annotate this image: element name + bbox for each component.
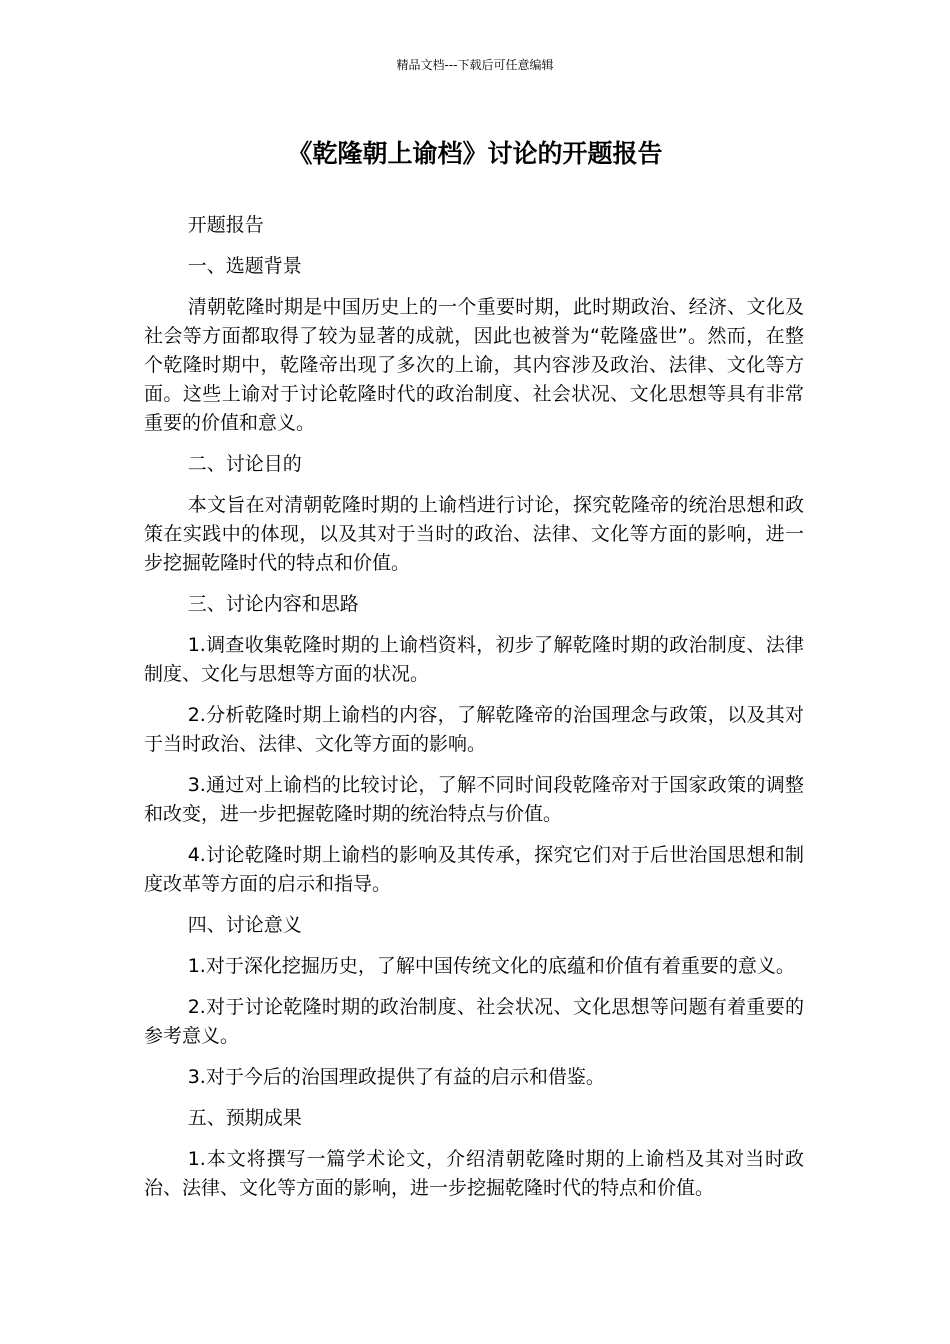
page-header: 精品文档---下载后可任意编辑 <box>396 58 554 72</box>
content-item-1: 1.调查收集乾隆时期的上谕档资料，初步了解乾隆时期的政治制度、法律制度、文化与思想等方面的状况。 <box>144 634 804 685</box>
section-heading-content: 三、讨论内容和思路 <box>187 593 359 615</box>
content-item-3: 3.通过对上谕档的比较讨论，了解不同时间段乾隆帝对于国家政策的调整和改变，进一步把握乾隆时期的统治特点与价值。 <box>144 774 804 825</box>
significance-item-2: 2.对于讨论乾隆时期的政治制度、社会状况、文化思想等问题有着重要的参考意义。 <box>144 996 804 1047</box>
significance-item-3: 3.对于今后的治国理政提供了有益的启示和借鉴。 <box>187 1066 605 1088</box>
content-item-4: 4.讨论乾隆时期上谕档的影响及其传承，探究它们对于后世治国思想和制度改革等方面的启示和指导。 <box>144 844 804 895</box>
section-heading-purpose: 二、讨论目的 <box>187 453 302 475</box>
section-heading-significance: 四、讨论意义 <box>187 914 302 936</box>
outcome-item-1: 1.本文将撰写一篇学术论文，介绍清朝乾隆时期的上谕档及其对当时政治、法律、文化等方面的影响，进一步挖掘乾隆时代的特点和价值。 <box>144 1148 804 1199</box>
content-item-2: 2.分析乾隆时期上谕档的内容，了解乾隆帝的治国理念与政策，以及其对于当时政治、法律、文化等方面的影响。 <box>144 704 804 755</box>
significance-item-1: 1.对于深化挖掘历史，了解中国传统文化的底蕴和价值有着重要的意义。 <box>187 955 795 977</box>
section-heading-outcomes: 五、预期成果 <box>187 1107 302 1129</box>
section-heading-background: 一、选题背景 <box>187 255 302 277</box>
document-title: 《乾隆朝上谕档》讨论的开题报告 <box>287 139 663 168</box>
purpose-paragraph: 本文旨在对清朝乾隆时期的上谕档进行讨论，探究乾隆帝的统治思想和政策在实践中的体现，以及其对于当时的政治、法律、文化等方面的影响，进一步挖掘乾隆时代的特点和价值。 <box>144 494 804 574</box>
background-paragraph: 清朝乾隆时期是中国历史上的一个重要时期，此时期政治、经济、文化及社会等方面都取得了较为显著的成就，因此也被誉为“乾隆盛世”。然而，在整个乾隆时期中，乾隆帝出现了多次的上谕，其内容涉及政治、法律、文化等方面。这些上谕对于讨论乾隆时代的政治制度、社会状况、文化思想等具有非常重要的价值和意义。 <box>144 296 804 434</box>
intro-label: 开题报告 <box>187 214 264 236</box>
document-body <box>144 211 804 1215</box>
